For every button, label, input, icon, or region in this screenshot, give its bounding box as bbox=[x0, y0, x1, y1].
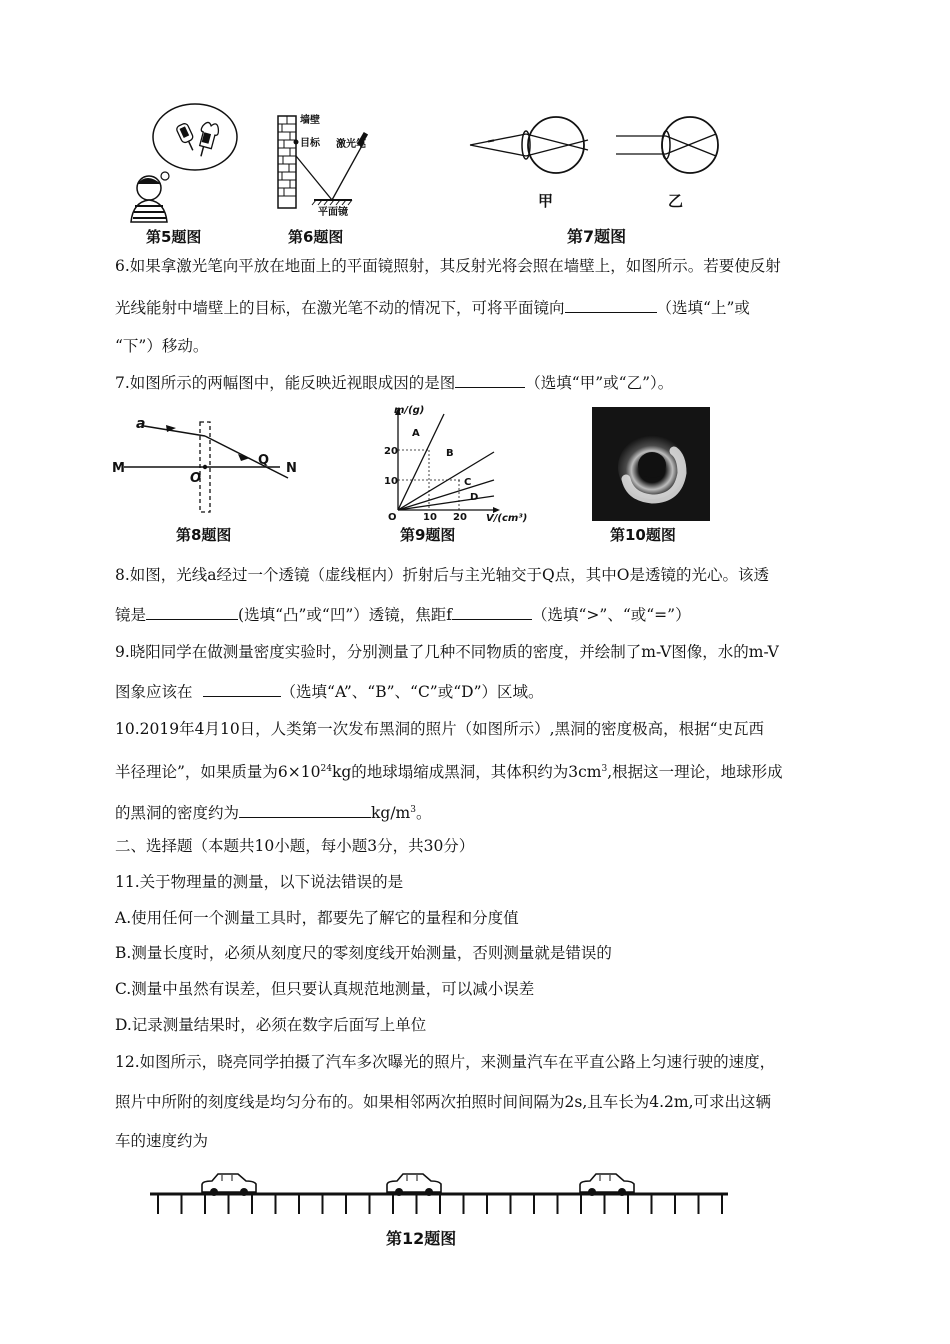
yi-label: 乙 bbox=[668, 192, 684, 210]
section2-heading: 二、选择题（本题共10小题，每小题3分，共30分） bbox=[115, 837, 475, 855]
fig8-caption: 第8题图 bbox=[176, 526, 232, 544]
origin-label: O bbox=[388, 512, 397, 523]
q10-line3: 的黑洞的密度约为 $kg/m^3$。 bbox=[115, 804, 432, 823]
q8-line2: 镜是 (选填“凸”或“凹”）透镜，焦距f （选填“>”、“或“=”） bbox=[115, 606, 691, 624]
fig8-diagram bbox=[110, 412, 310, 512]
q6-line2: 光线能射中墙壁上的目标，在激光笔不动的情况下，可将平面镜向 （选填“上”或 bbox=[115, 299, 750, 317]
melting-ice-cream-icon bbox=[195, 121, 221, 159]
q10-answer-blank[interactable] bbox=[239, 802, 371, 818]
tick-y10: 10 bbox=[384, 476, 398, 487]
label-D: D bbox=[470, 492, 479, 503]
q12-line1: 12.如图所示，晓亮同学拍摄了汽车多次曝光的照片，来测量汽车在平直公路上匀速行驶的速度， bbox=[115, 1053, 776, 1071]
q7-line: 7.如图所示的两幅图中，能反映近视眼成因的是图 （选填“甲”或“乙”）。 bbox=[115, 374, 674, 392]
fig6-caption: 第6题图 bbox=[288, 228, 344, 246]
jia-label: 甲 bbox=[538, 192, 554, 210]
tick-x20: 20 bbox=[453, 512, 467, 523]
line-D bbox=[398, 496, 494, 510]
q9-answer-blank[interactable] bbox=[203, 681, 281, 697]
fig9-caption: 第9题图 bbox=[400, 526, 456, 544]
label-M: M bbox=[112, 461, 125, 476]
label-B: B bbox=[446, 448, 454, 459]
fig10-caption: 第10题图 bbox=[610, 526, 676, 544]
target-label: 目标 bbox=[300, 138, 320, 149]
reflected-ray bbox=[296, 156, 332, 200]
x-axis-label: V/(cm³) bbox=[486, 513, 528, 524]
q6-answer-blank[interactable] bbox=[565, 297, 657, 313]
fig5-caption: 第5题图 bbox=[146, 228, 202, 246]
boy-icon bbox=[131, 176, 167, 222]
q10-line2: 半径理论”，如果质量为$6\times 10^{24}kg$的地球塌缩成黑洞，其体积约为$3cm^3$,根据这一理论，地球形成 bbox=[115, 763, 783, 782]
car-icon-3 bbox=[580, 1174, 634, 1196]
ray-a-incident bbox=[144, 426, 205, 436]
q12-line3: 车的速度约为 bbox=[115, 1132, 209, 1150]
thought-bubble bbox=[153, 104, 237, 170]
eye-jia-icon bbox=[470, 117, 588, 173]
q11-option-b[interactable]: B.测量长度时，必须从刻度尺的零刻度线开始测量，否则测量就是错误的 bbox=[115, 944, 612, 962]
q11-stem: 11.关于物理量的测量，以下说法错误的是 bbox=[115, 873, 404, 891]
car-icon-2 bbox=[387, 1174, 441, 1196]
wall-bricks bbox=[278, 116, 296, 208]
tick-x10: 10 bbox=[423, 512, 437, 523]
label-O: O bbox=[190, 471, 202, 486]
label-a: a bbox=[136, 416, 146, 432]
fig5-illustration bbox=[125, 100, 255, 225]
y-axis-label: m/(g) bbox=[394, 405, 425, 416]
q11-option-d[interactable]: D.记录测量结果时，必须在数字后面写上单位 bbox=[115, 1016, 427, 1034]
tick-y20: 20 bbox=[384, 446, 398, 457]
eye-yi-icon bbox=[616, 117, 718, 173]
q9-line1: 9.晓阳同学在做测量密度实验时，分别测量了几种不同物质的密度，并绘制了m-V图像，水的m-V bbox=[115, 643, 779, 661]
q11-option-c[interactable]: C.测量中虽然有误差，但只要认真规范地测量，可以减小误差 bbox=[115, 980, 535, 998]
label-Q: Q bbox=[258, 453, 270, 468]
q10-line1: 10.2019年4月10日，人类第一次发布黑洞的照片（如图所示）,黑洞的密度极高，根据“史瓦西 bbox=[115, 720, 765, 738]
q12-line2: 照片中所附的刻度线是均匀分布的。如果相邻两次拍照时间间隔为2s,且车长为4.2m,可求出这辆 bbox=[115, 1093, 772, 1111]
scale-ticks bbox=[158, 1194, 722, 1214]
q6-line1: 6.如果拿激光笔向平放在地面上的平面镜照射，其反射光将会照在墙壁上，如图所示。若要使反射 bbox=[115, 257, 781, 275]
label-N: N bbox=[286, 461, 297, 476]
mirror-label: 平面镜 bbox=[318, 207, 348, 218]
fig7-caption: 第7题图 bbox=[567, 227, 627, 246]
car-icon-1 bbox=[202, 1174, 256, 1196]
ice-cream-icon bbox=[176, 122, 199, 152]
incident-ray bbox=[332, 142, 364, 200]
q11-option-a[interactable]: A.使用任何一个测量工具时，都要先了解它的量程和分度值 bbox=[115, 909, 519, 927]
q8-line1: 8.如图，光线a经过一个透镜（虚线框内）折射后与主光轴交于Q点，其中O是透镜的光心。该透 bbox=[115, 566, 769, 584]
fig10-blackhole-photo bbox=[592, 407, 710, 521]
label-C: C bbox=[464, 477, 472, 488]
q8-lens-blank[interactable] bbox=[146, 604, 238, 620]
label-A: A bbox=[412, 428, 420, 439]
laser-label: 激光笔 bbox=[336, 139, 366, 150]
q7-answer-blank[interactable] bbox=[455, 372, 525, 388]
q9-line2: 图象应该在 （选填“A”、“B”、“C”或“D”）区域。 bbox=[115, 683, 544, 701]
fig12-diagram bbox=[150, 1168, 730, 1228]
wall-label: 墙壁 bbox=[300, 115, 320, 126]
q8-focal-blank[interactable] bbox=[452, 604, 532, 620]
fig7-diagram bbox=[468, 108, 728, 213]
target-dot bbox=[294, 140, 299, 145]
q6-line3: “下”）移动。 bbox=[115, 337, 209, 355]
line-C bbox=[398, 480, 494, 510]
fig9-chart bbox=[368, 404, 548, 524]
fig12-caption: 第12题图 bbox=[386, 1229, 457, 1248]
fig6-diagram bbox=[270, 112, 380, 224]
